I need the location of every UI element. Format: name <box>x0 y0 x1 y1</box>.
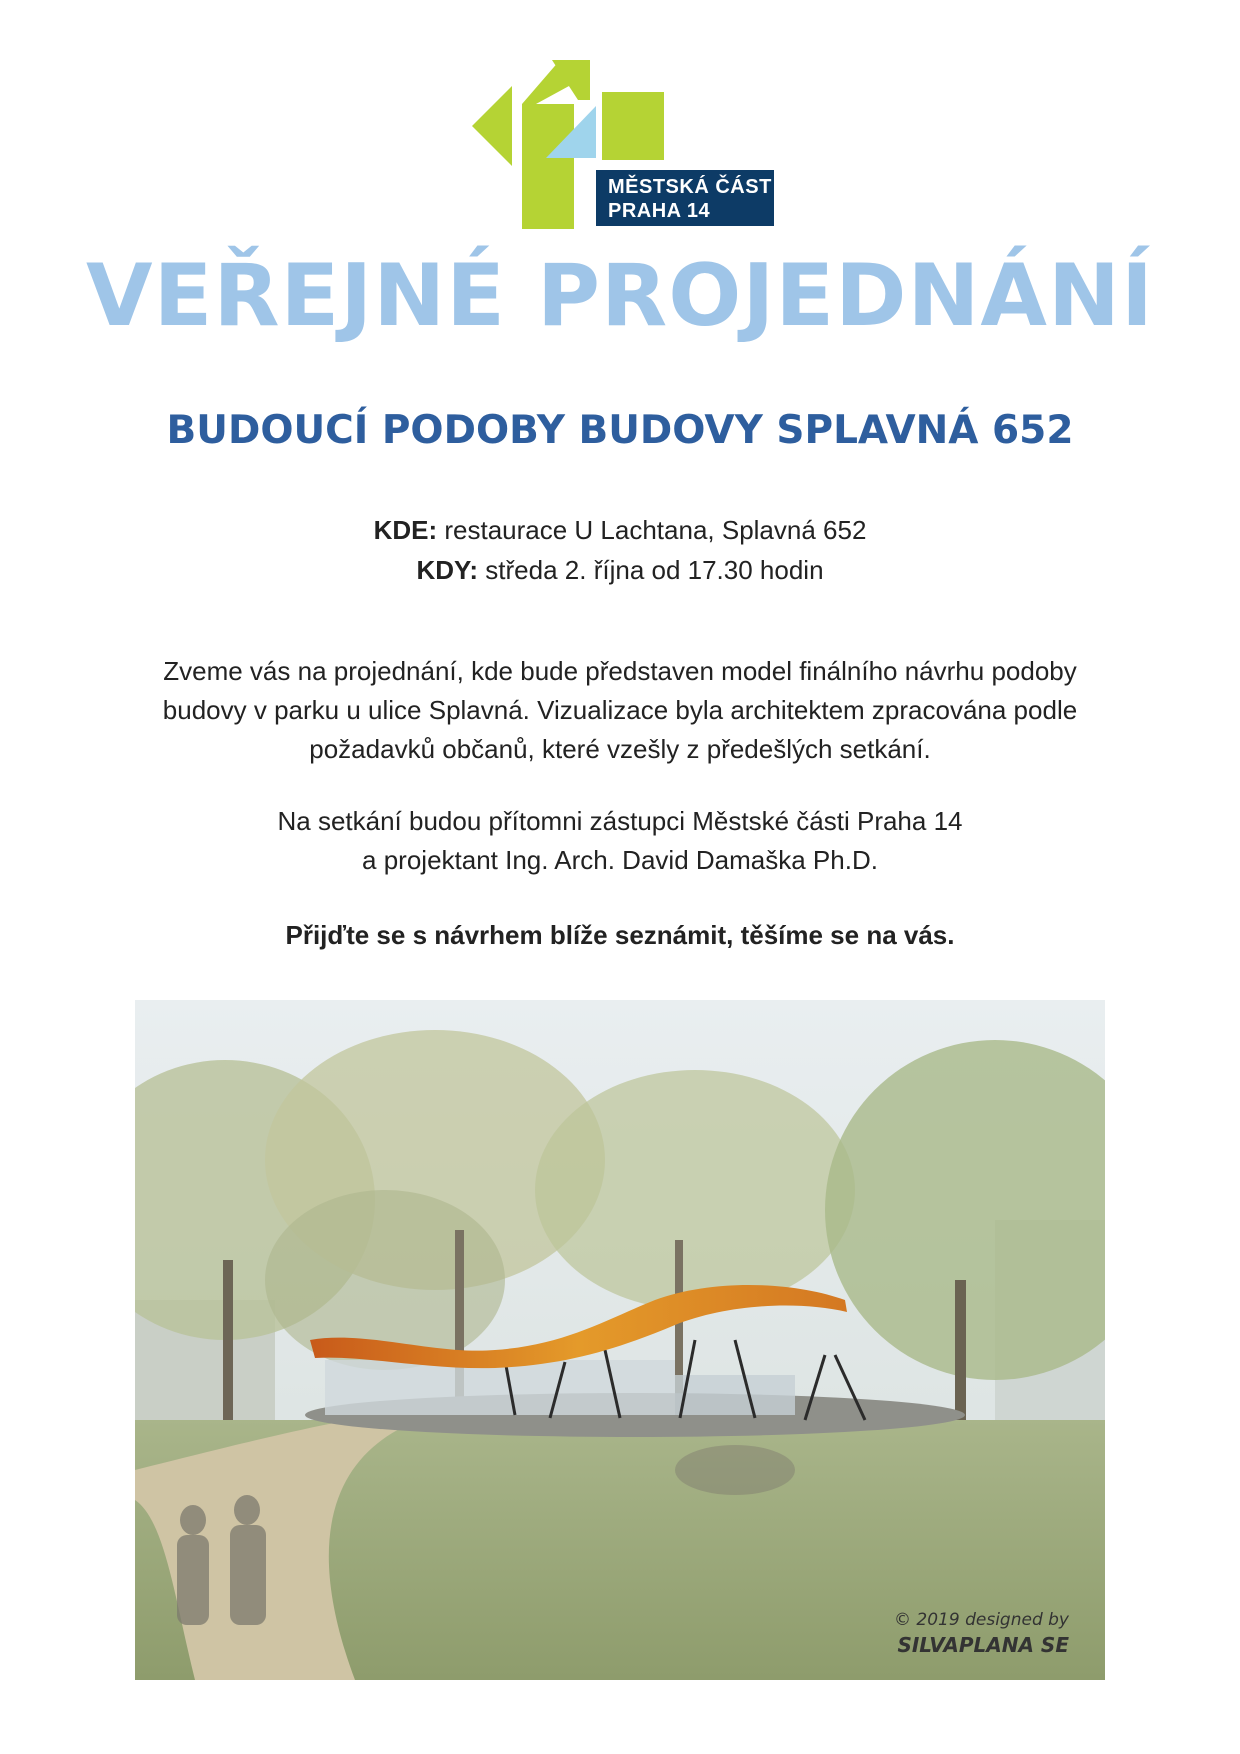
image-credit-line-1: © 2019 designed by <box>894 1610 1069 1630</box>
tree-canopy <box>535 1070 855 1310</box>
where-label: KDE: <box>373 515 438 545</box>
pavilion-glass <box>675 1375 795 1415</box>
logo-right-square <box>602 92 664 160</box>
building-visualization-image <box>135 1000 1105 1680</box>
logo-left-triangle <box>472 86 512 166</box>
page-subtitle: BUDOUCÍ PODOBY BUDOVY SPLAVNÁ 652 <box>166 408 1074 453</box>
invitation-line: budovy v parku u ulice Splavná. Vizualizace byla architektem zpracována podle <box>162 695 1078 725</box>
logo-tag <box>596 170 774 226</box>
attendees-paragraph <box>90 802 1150 880</box>
person-body <box>177 1535 209 1625</box>
where-line <box>0 510 1240 550</box>
visualization-drawing <box>135 1000 1105 1680</box>
invitation-paragraph <box>90 652 1150 769</box>
image-credit-line-2: SILVAPLANA SE <box>897 1633 1069 1657</box>
when-line <box>0 550 1240 590</box>
pavilion-glass <box>325 1360 675 1415</box>
logo-line-1: MĚSTSKÁ ČÁST <box>608 176 772 198</box>
page-title: VEŘEJNÉ PROJEDNÁNÍ <box>86 246 1154 346</box>
attendees-line: a projektant Ing. Arch. David Damaška Ph.D. <box>362 845 878 875</box>
when-label: KDY: <box>416 555 479 585</box>
attendees-line: Na setkání budou přítomni zástupci Městské části Praha 14 <box>277 806 963 836</box>
person-head <box>234 1495 260 1525</box>
event-info <box>0 510 1240 590</box>
person-head <box>180 1505 206 1535</box>
invitation-line: požadavků občanů, které vzešly z předešlých setkání. <box>309 734 931 764</box>
call-to-action: Přijďte se s návrhem blíže seznámit, těšíme se na vás. <box>285 920 955 950</box>
person-group <box>675 1445 795 1495</box>
logo-line-2: PRAHA 14 <box>608 200 711 222</box>
logo-left-bar <box>522 104 574 229</box>
invitation-line: Zveme vás na projednání, kde bude představen model finálního návrhu podoby <box>163 656 1077 686</box>
when-value: středa 2. října od 17.30 hodin <box>478 555 824 585</box>
where-value: restaurace U Lachtana, Splavná 652 <box>437 515 867 545</box>
person-body <box>230 1525 266 1625</box>
